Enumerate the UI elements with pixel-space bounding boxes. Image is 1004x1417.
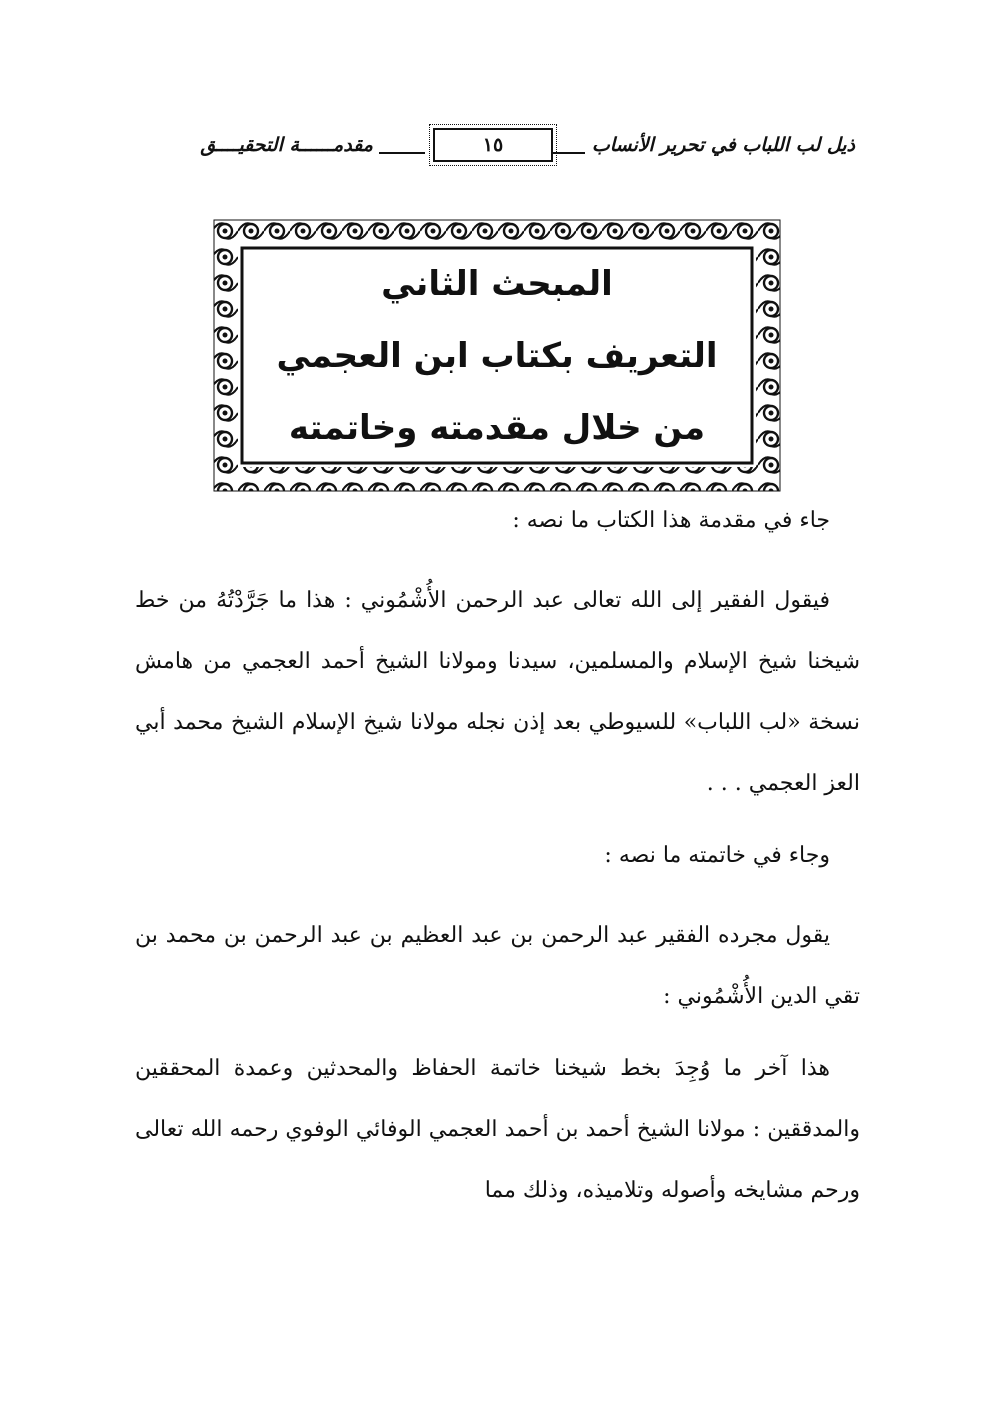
quote-paragraph-2: يقول مجرده الفقير عبد الرحمن بن عبد العظيم بن عبد الرحمن بن محمد بن تقي الدين الأُشْمُوني : <box>135 923 860 1009</box>
quote-paragraph-1: فيقول الفقير إلى الله تعالى عبد الرحمن الأُشْمُوني : هذا ما جَرَّدْتُهُ من خط شيخنا شيخ الإسلام والمسلمين، سيدنا ومولانا الشيخ أحمد العجمي من هامش نسخة «لب اللباب» للسيوطي بعد إذن نجله مولانا شيخ الإسلام الشيخ محمد أبي العز العجمي . . . <box>135 588 860 796</box>
running-header <box>155 128 855 168</box>
intro-paragraph-1: جاء في مقدمة هذا الكتاب ما نصه : <box>512 508 830 533</box>
chapter-title-frame <box>212 218 782 493</box>
book-title: ذيل لب اللباب في تحرير الأنساب <box>591 134 855 156</box>
chapter-title <box>252 248 742 463</box>
header-rule <box>553 152 585 154</box>
quote-paragraph-3: هذا آخر ما وُجِدَ بخط شيخنا خاتمة الحفاظ والمحدثين وعمدة المحققين والمدققين : مولانا الشيخ أحمد بن أحمد العجمي الوفائي الوفوي رحمه الله تعالى ورحم مشايخه وأصوله وتلاميذه، وذلك مما <box>135 1056 860 1203</box>
intro-paragraph-2: وجاء في خاتمته ما نصه : <box>604 843 830 868</box>
chapter-title-line-1: المبحث الثاني <box>381 264 613 304</box>
section-title: مقدمــــــة التحقيــــق <box>200 134 373 156</box>
chapter-title-line-3: من خلال مقدمته وخاتمته <box>288 408 706 448</box>
page-number: ١٥ <box>482 134 504 156</box>
chapter-title-line-2: التعريف بكتاب ابن العجمي <box>276 336 718 376</box>
page-number-box <box>433 128 553 162</box>
header-rule <box>379 152 425 154</box>
